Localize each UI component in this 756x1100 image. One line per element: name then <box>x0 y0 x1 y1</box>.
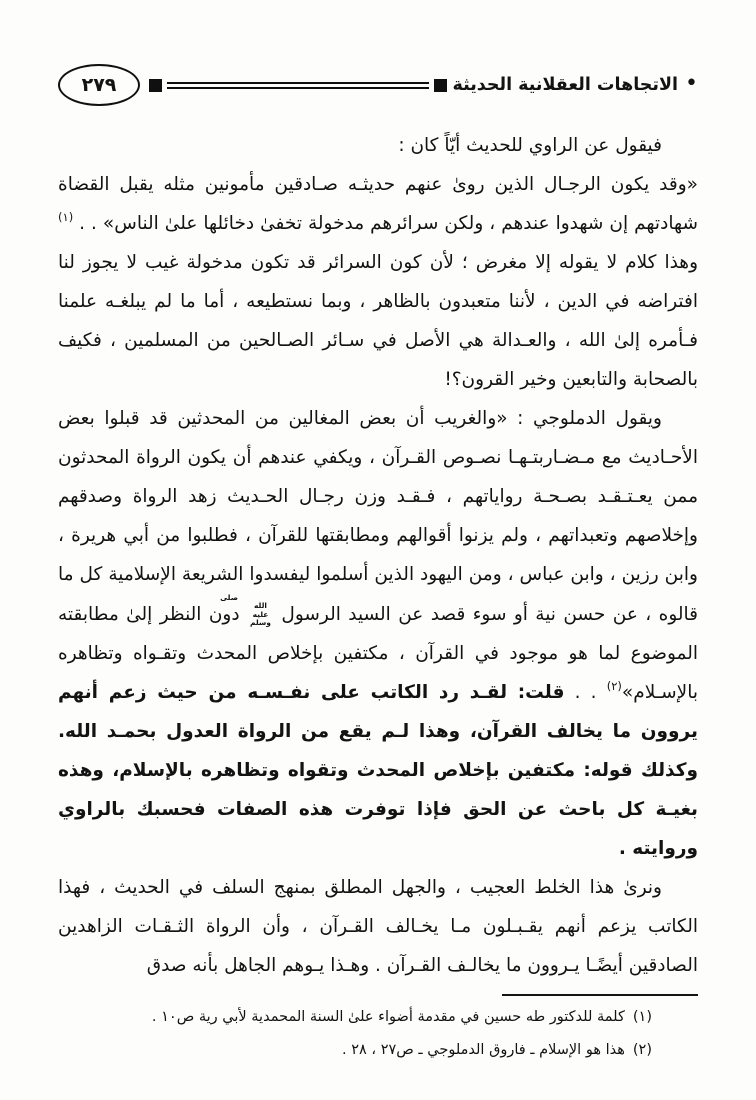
footnotes-section <box>58 994 698 1067</box>
paragraph-quote <box>58 165 698 399</box>
footnote-ref-1: (١) <box>58 210 74 224</box>
page-number: ٢٧٩ <box>81 74 117 96</box>
paragraph-intro <box>58 126 698 165</box>
intro-text: فيقول عن الراوي للحديث أيّاً كان : <box>398 135 662 156</box>
page-number-badge <box>58 64 140 106</box>
header-double-rule <box>167 82 429 89</box>
bullet-icon: • <box>685 71 698 96</box>
footnote-2 <box>58 1034 698 1067</box>
footnote-2-text: هذا هو الإسلام ـ فاروق الدملوجي ـ ص٢٧ ، ٢٨ . <box>342 1042 625 1059</box>
footnote-1 <box>58 1001 698 1034</box>
footnote-ref-2: (٢) <box>606 679 622 694</box>
quote-separator: . . <box>564 682 607 704</box>
page-header <box>58 64 698 106</box>
footnote-1-text: كلمة للدكتور طه حسين في مقدمة أضواء علىٰ السنة المحمدية لأبي رية ص١٠ . <box>151 1009 625 1026</box>
header-rule-square-right <box>434 79 447 92</box>
header-rule-square-left <box>149 79 162 92</box>
footnote-1-marker: (١) <box>632 1009 652 1026</box>
author-rebuttal-bold: قلت: لقـد رد الكاتب على نفـسـه من حيث زعم أنهم يروون ما يخالف القرآن، وهذا لـم يقع من الرواة العدول بحمـد الله. وكذلك قوله: مكتفين بإخلاص المحدث وتقواه وتظاهره بالإسلام، وهذه بغيـة كل باحث عن الحق فإذا توفرت هذه الصفات فحسبك بالراوي وروايته . <box>58 682 698 860</box>
footnote-2-marker: (٢) <box>632 1042 652 1059</box>
quote-text-1: «وقد يكون الرجـال الذين روىٰ عنهم حديثـه صـادقين مأمونين مثله يقبل القضاة شهادتهم إن شهدوا عندهم ، ولكن سرائرهم مدخولة تخفىٰ دخائلها علىٰ الناس» . . <box>58 174 698 234</box>
damluji-quote-text: ويقول الدملوجي : «والغريب أن بعض المغالين من المحدثين قد قبلوا بعض الأحـاديث مع مـضـاربتـهـا نصـوص القـرآن ، ويكفي عندهم أن يكون الرواة المحدثون ممن يعـتـقـد بصـحـة رواياتهم ، فـقـد وزن رجـال الحـديث زهد الرواة وصدقهم وإخلاصهم وتعبداتهم ، ولم يزنوا أقوالهم ومطابقتها للقرآن ، فطلبوا من أبي هريرة ، وابن رزين ، وابن عباس ، ومن اليهود الذين أسلموا ليفسدوا الشريعة الإسلامية كل ما قالوه ، عن حسن نية أو سوء قصد عن السيد الرسول <box>58 408 698 626</box>
footnote-divider <box>502 994 698 996</box>
page-body <box>58 126 698 985</box>
chapter-title: الاتجاهات العقلانية الحديثة <box>452 75 679 95</box>
damluji-quote-text-2: دون النظر إلىٰ مطابقته الموضوع لما هو موجود في القرآن ، مكتفين بإخلاص المحدث وتقـواه وتظاهره بالإسـلام» <box>58 604 698 704</box>
quote-commentary: وهذا كلام لا يقوله إلا مغرض ؛ لأن كون السرائر قد تكون مدخولة غيب لا يجوز لنا افتراضه في الدين ، لأننا متعبدون بالظاهر ، وبما نستطيعه ، أما ما لم يبلغـه علمنا فـأمره إلىٰ الله ، والعـدالة هي الأصل في سـائر الصـالحين من المسلمين ، فكيف بالصحابة والتابعين وخير القرون؟! <box>58 252 698 390</box>
pbuh-symbol: صلى الله عليه وسلم <box>220 593 271 628</box>
paragraph-response: ونرىٰ هذا الخلط العجيب ، والجهل المطلق بمنهج السلف في الحديث ، فهذا الكاتب يزعم أنهم يقـبـلون مـا يخـالف القـرآن ، وأن الرواة الثـقـات الزاهدين الصادقين أيضًـا يـروون ما يخالـف القـرآن . وهـذا يـوهم الجاهل بأنه صدق <box>58 877 698 977</box>
paragraph-damluji <box>58 399 698 868</box>
chapter-title-group <box>452 71 698 96</box>
